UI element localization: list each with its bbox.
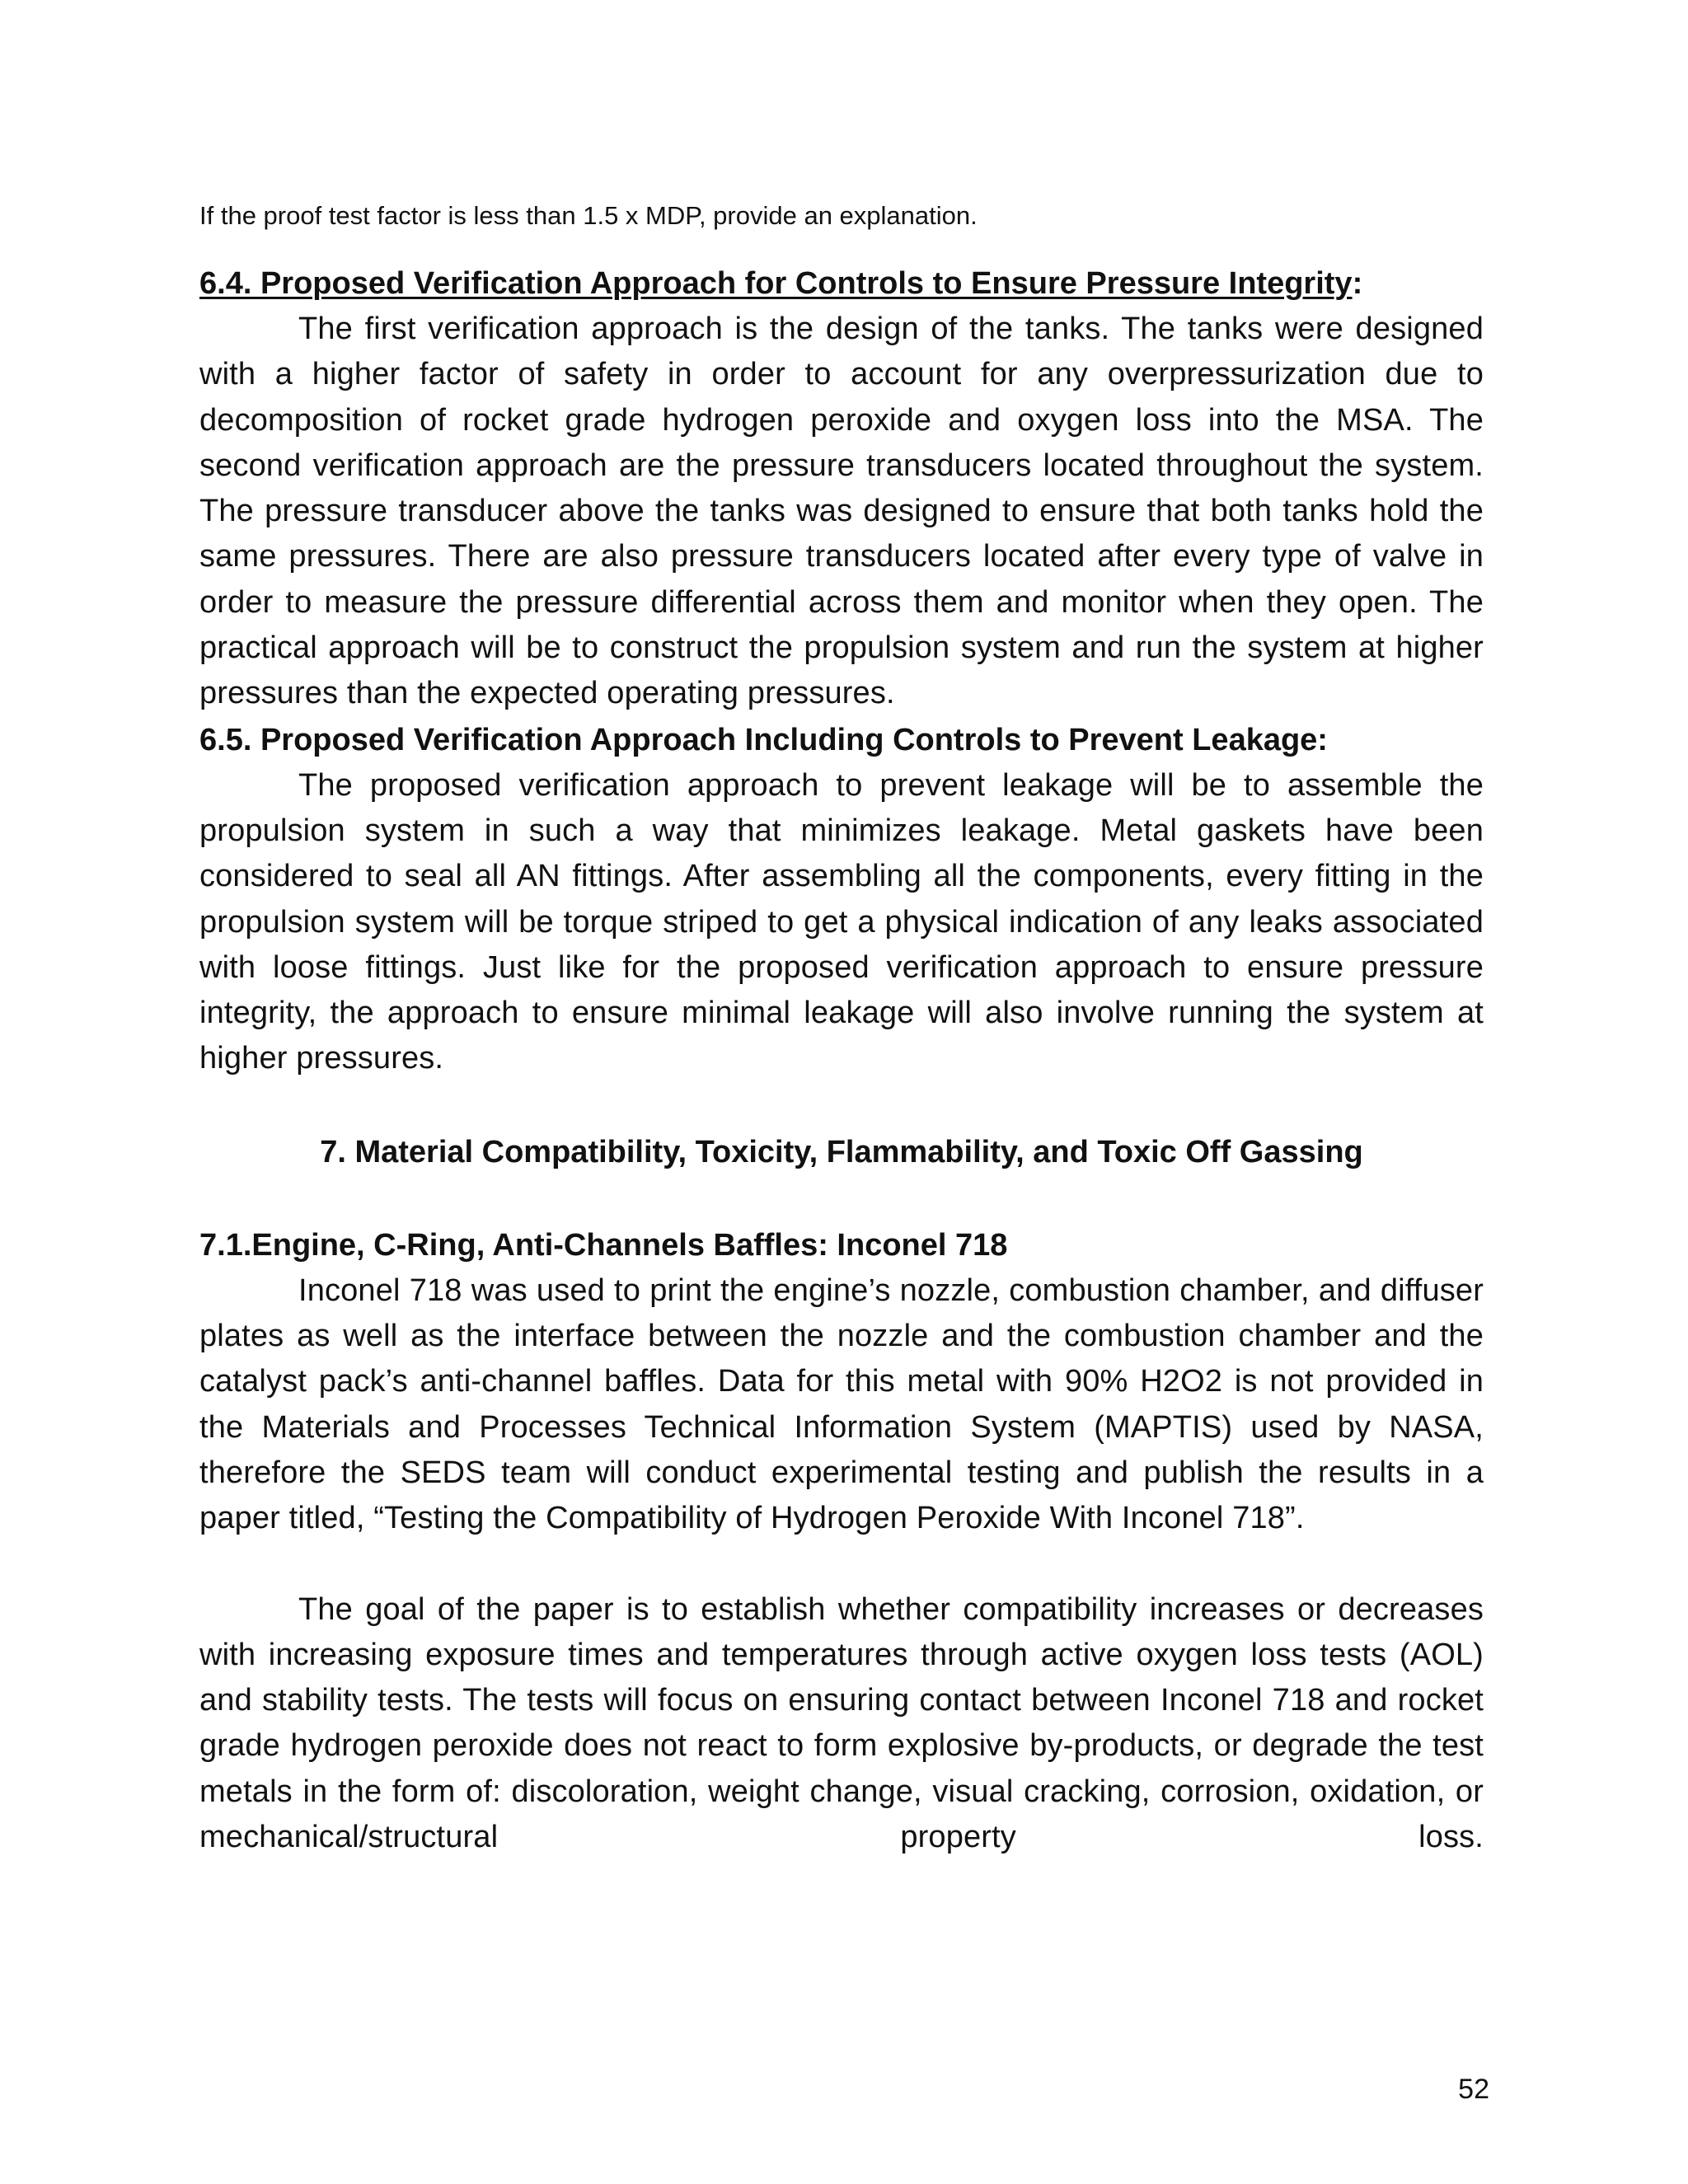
paragraph-gap — [199, 1542, 1484, 1587]
section-6-4-heading-colon: : — [1352, 266, 1363, 301]
section-6-4-body: The first verification approach is the design of the tanks. The tanks were designed with a higher factor of safety in order to account for any overpressurization due to decomposition of rocket grade hydrogen peroxide and oxygen loss into the MSA. The second verification approach are the pressure transducers located throughout the system. The pressure transducer above the tanks was designed to ensure that both tanks hold the same pressures. There are also pressure transducers located after every type of valve in order to measure the pressure differential across them and monitor when they open. The practical approach will be to construct the propulsion system and run the system at higher pressures than the expected operating pressures. — [199, 312, 1484, 711]
page-number: 52 — [1458, 2074, 1489, 2105]
section-6-4-heading-text: 6.4. Proposed Verification Approach for Controls to Ensure Pressure Integrity — [199, 266, 1353, 301]
section-7-1-heading: 7.1.Engine, C-Ring, Anti-Channels Baffles: Inconel 718 — [199, 1227, 1008, 1263]
section-7-1-paragraph-2: The goal of the paper is to establish whether compatibility increases or decreases with increasing exposure times and temperatures through active oxygen loss tests (AOL) and stability tests. The tests will focus on ensuring contact between Inconel 718 and rocket grade hydrogen peroxide does not react to form explosive by-products, or degrade the test metals in the form of: discoloration, weight change, visual cracking, corrosion, oxidation, or mechanical/structural property loss. — [199, 1591, 1484, 1855]
intro-note: If the proof test factor is less than 1.5 x MDP, provide an explanation. — [199, 201, 978, 230]
section-7-title: 7. Material Compatibility, Toxicity, Flammability, and Toxic Off Gassing — [320, 1134, 1363, 1169]
page-content — [199, 196, 1484, 1860]
section-6-4-heading — [199, 260, 1484, 307]
section-6-5-heading: 6.5. Proposed Verification Approach Including Controls to Prevent Leakage: — [199, 722, 1328, 757]
section-6-5-body: The proposed verification approach to prevent leakage will be to assemble the propulsion system in such a way that minimizes leakage. Metal gaskets have been considered to seal all AN fittings. After assembling all the components, every fitting in the propulsion system will be torque striped to get a physical indication of any leaks associated with loose fittings. Just like for the proposed verification approach to ensure pressure integrity, the approach to ensure minimal leakage will also involve running the system at higher pressures. — [199, 767, 1484, 1076]
section-7-1-paragraph-1: Inconel 718 was used to print the engine’s nozzle, combustion chamber, and diffuser plates as well as the interface between the nozzle and the combustion chamber and the catalyst pack’s anti-channel baffles. Data for this metal with 90% H2O2 is not provided in the Materials and Processes Technical Information System (MAPTIS) used by NASA, therefore the SEDS team will conduct experimental testing and publish the results in a paper titled, “Testing the Compatibility of Hydrogen Peroxide With Inconel 718”. — [199, 1272, 1484, 1536]
